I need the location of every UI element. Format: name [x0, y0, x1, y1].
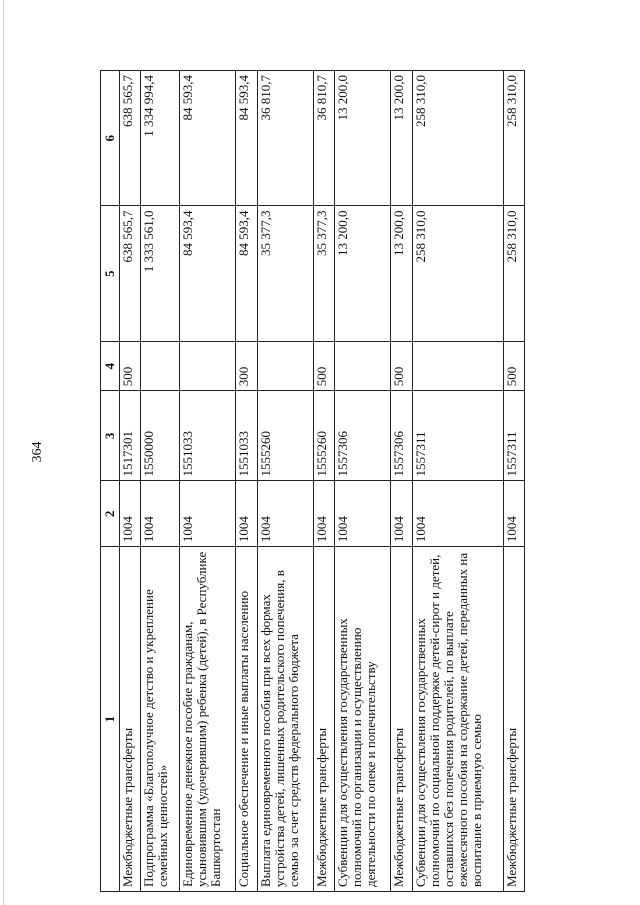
row-amount-a-cell: 35 377,3 [257, 206, 313, 341]
row-section-cell: 1004 [335, 481, 391, 547]
row-target-cell: 1557311 [503, 391, 524, 481]
row-section-cell: 1004 [503, 481, 524, 547]
table-row [412, 71, 503, 892]
row-amount-b-cell: 84 593,4 [180, 71, 236, 207]
row-amount-b-cell: 13 200,0 [391, 71, 412, 207]
row-amount-b-cell: 258 310,0 [503, 71, 524, 207]
row-name-cell: Межбюджетные трансферты [313, 547, 334, 892]
row-section-cell: 1004 [120, 481, 141, 547]
row-amount-b-cell: 638 565,7 [120, 71, 141, 207]
row-section-cell: 1004 [141, 481, 180, 547]
budget-table [100, 70, 525, 892]
row-type-cell [412, 341, 503, 390]
table-row [180, 71, 236, 892]
row-amount-b-cell: 1 334 994,4 [141, 71, 180, 207]
row-amount-a-cell: 1 333 561,0 [141, 206, 180, 341]
table-header-row [101, 71, 120, 892]
header-col-5: 5 [101, 206, 120, 341]
header-col-2: 2 [101, 481, 120, 547]
row-target-cell: 1551033 [236, 391, 257, 481]
page-number: 364 [30, 441, 45, 463]
table-row [391, 71, 412, 892]
row-name-cell: Межбюджетные трансферты [391, 547, 412, 892]
row-type-cell: 500 [391, 341, 412, 390]
table-row [257, 71, 313, 892]
table-row [120, 71, 141, 892]
header-col-6: 6 [101, 71, 120, 207]
row-name-cell: Субвенции для осуществления государственных полномочий по организации и осуществлению деятельности по опеке и попечительству [335, 547, 391, 892]
row-section-cell: 1004 [180, 481, 236, 547]
row-name-cell: Социальное обеспечение и иные выплаты населению [236, 547, 257, 892]
row-type-cell: 500 [503, 341, 524, 390]
row-target-cell: 1557306 [391, 391, 412, 481]
header-col-4: 4 [101, 341, 120, 390]
table-row [141, 71, 180, 892]
row-name-cell: Подпрограмма «Благополучное детство и укрепление семейных ценностей» [141, 547, 180, 892]
header-col-3: 3 [101, 391, 120, 481]
table-row [236, 71, 257, 892]
row-amount-a-cell: 84 593,4 [236, 206, 257, 341]
row-amount-b-cell: 36 810,7 [257, 71, 313, 207]
row-amount-a-cell: 35 377,3 [313, 206, 334, 341]
row-name-cell: Межбюджетные трансферты [120, 547, 141, 892]
row-amount-a-cell: 13 200,0 [335, 206, 391, 341]
row-type-cell [180, 341, 236, 390]
row-type-cell: 500 [120, 341, 141, 390]
row-target-cell: 1555260 [257, 391, 313, 481]
row-amount-a-cell: 638 565,7 [120, 206, 141, 341]
row-section-cell: 1004 [236, 481, 257, 547]
row-amount-b-cell: 13 200,0 [335, 71, 391, 207]
row-amount-b-cell: 84 593,4 [236, 71, 257, 207]
row-amount-a-cell: 84 593,4 [180, 206, 236, 341]
row-name-cell: Межбюджетные трансферты [503, 547, 524, 892]
row-section-cell: 1004 [412, 481, 503, 547]
row-type-cell: 500 [313, 341, 334, 390]
row-section-cell: 1004 [313, 481, 334, 547]
row-target-cell: 1557311 [412, 391, 503, 481]
row-type-cell: 300 [236, 341, 257, 390]
row-section-cell: 1004 [257, 481, 313, 547]
rotated-table-container [100, 70, 525, 892]
row-amount-a-cell: 13 200,0 [391, 206, 412, 341]
scan-edge-line [3, 0, 4, 905]
table-row [313, 71, 334, 892]
row-name-cell: Субвенции для осуществления государственных полномочий по социальной поддержке детей-сирот и детей, оставшихся без попечения родителей, по выплате ежемесячного пособия на содержание детей, переданных на воспитание в приемную семью [412, 547, 503, 892]
row-amount-a-cell: 258 310,0 [412, 206, 503, 341]
row-target-cell: 1517301 [120, 391, 141, 481]
row-target-cell: 1550000 [141, 391, 180, 481]
row-target-cell: 1557306 [335, 391, 391, 481]
table-row [335, 71, 391, 892]
row-amount-b-cell: 36 810,7 [313, 71, 334, 207]
table-row [503, 71, 524, 892]
row-name-cell: Выплата единовременного пособия при всех формах устройства детей, лишенных родительского попечения, в семью за счет средств федерального бюджета [257, 547, 313, 892]
row-type-cell [335, 341, 391, 390]
row-name-cell: Единовременное денежное пособие гражданам, усыновившим (удочерившим) ребенка (детей), в Республике Башкортостан [180, 547, 236, 892]
row-target-cell: 1555260 [313, 391, 334, 481]
row-type-cell [141, 341, 180, 390]
header-col-1: 1 [101, 547, 120, 892]
row-type-cell [257, 341, 313, 390]
row-amount-b-cell: 258 310,0 [412, 71, 503, 207]
row-amount-a-cell: 258 310,0 [503, 206, 524, 341]
row-target-cell: 1551033 [180, 391, 236, 481]
row-section-cell: 1004 [391, 481, 412, 547]
